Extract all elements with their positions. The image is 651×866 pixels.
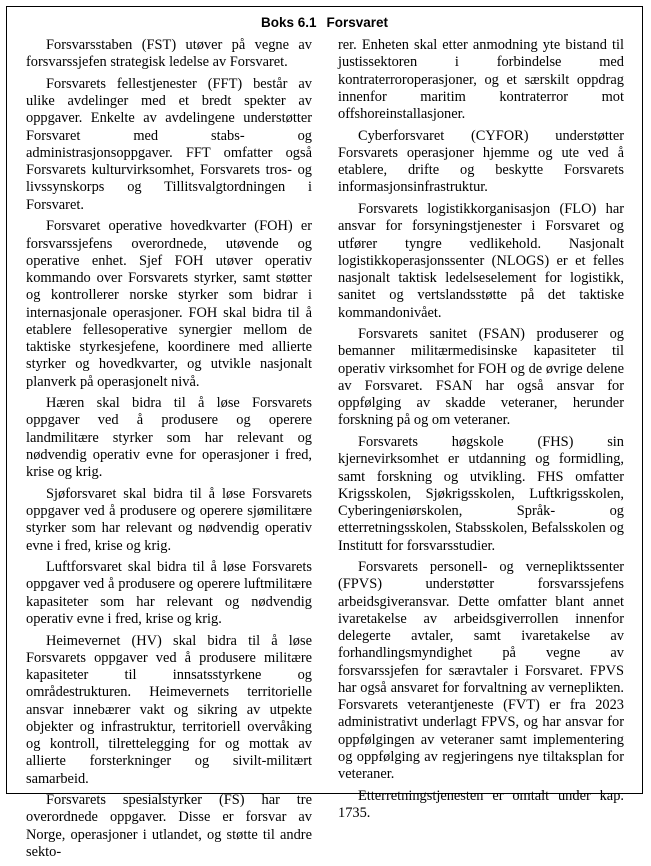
- paragraph-etterretning: Etterretningstjenesten er omtalt under kap. 1735.: [338, 787, 624, 822]
- info-box: [6, 6, 643, 860]
- right-column: [338, 37, 624, 827]
- paragraph-fsan: Forsvarets sanitet (FSAN) produserer og bemanner militærmedisinske kapasiteter til operativ virksomhet for FOH og de øvrige delene av Forsvaret. FSAN har også ansvar for oppfølging av skadde veteraner, herunder forskning på og om veteraner.: [338, 326, 624, 429]
- paragraph-fhs: Forsvarets høgskole (FHS) sin kjernevirksomhet er utdanning og formidling, samt forskning og utvikling. FHS omfatter Krigsskolen, Sjøkrigsskolen, Luftkrigsskolen, Cyberingeniørskolen, Språk- og etterretningsskolen, Stabsskolen, Befalsskolen og Institutt for forsvarsstudier.: [338, 434, 624, 554]
- paragraph-haeren: Hæren skal bidra til å løse Forsvarets oppgaver ved å produsere og operere landmilitære styrker som har relevant og nødvendig operativ evne for operasjoner i fred, krise og krig.: [26, 395, 312, 481]
- paragraph-flo: Forsvarets logistikkorganisasjon (FLO) har ansvar for forsyningstjenester i Forsvaret og utfører tyngre vedlikehold. Nasjonalt logistikkoperasjonssenter (NLOGS) er et felles nasjonalt taktisk ledelseselement for logistikk, sanitet og vertslandsstøtte på det taktiske kommandonivået.: [338, 201, 624, 321]
- paragraph-fft: Forsvarets fellestjenester (FFT) består av ulike avdelinger med et bredt spekter av oppgaver. Enkelte av avdelingene understøtter Forsvaret med stabs- og administrasjonsoppgaver. FFT omfatter også Forsvarets kulturvirksomhet, Forsvarets tros- og livssynskorps og Tillitsvalgtordningen i Forsvaret.: [26, 75, 312, 213]
- paragraph-heimevernet: Heimevernet (HV) skal bidra til å løse Forsvarets oppgaver ved å produsere militære kapasiteter til innsatsstyrkene og områdestrukturen. Heimevernets territorielle ansvar innebærer vakt og sikring av utpekte objekter og infrastruktur, territoriell overvåking og kontroll, tilrettelegging for og mottak av allierte forsterkninger og sivilt-militært samarbeid.: [26, 632, 312, 787]
- left-column: [26, 37, 312, 866]
- paragraph-cyfor: Cyberforsvaret (CYFOR) understøtter Forsvarets operasjoner hjemme og ute ved å etablere, drifte og beskytte Forsvarets informasjonsinfrastruktur.: [338, 127, 624, 196]
- box-label: Boks 6.1: [260, 15, 317, 30]
- paragraph-foh: Forsvaret operative hovedkvarter (FOH) er forsvarssjefens overordnede, utøvende og operative enhet. Sjef FOH utøver operativ kommando over Forsvarets styrker, samt støtter og kontrollerer norske styrker som bidrar i internasjonale operasjoner. FOH skal bidra til å etablere fellesoperative synergier mellom de taktiske styrkesjefene, koordinere med allierte styrker og hovedkvarter, og utvikle nasjonalt planverk på operasjonelt nivå.: [26, 218, 312, 390]
- box-heading: [7, 15, 642, 31]
- paragraph-fst: Forsvarsstaben (FST) utøver på vegne av forsvarssjefen strategisk ledelse av Forsvaret.: [26, 37, 312, 71]
- paragraph-fs-continued: rer. Enheten skal etter anmodning yte bistand til justissektoren i forbindelse med kontraterroroperasjoner, og et særskilt oppdrag innenfor maritim kontraterror mot offshoreinstallasjoner.: [338, 37, 624, 122]
- paragraph-fs: Forsvarets spesialstyrker (FS) har tre overordnede oppgaver. Disse er forsvar av Norge, operasjoner i utlandet, og støtte til andre sekto-: [26, 792, 312, 860]
- paragraph-fpvs: Forsvarets personell- og vernepliktssenter (FPVS) understøtter forsvarssjefens arbeidsgiveransvar. Dette omfatter blant annet ivaretakelse av arbeidsgiverrollen innenfor delegerte avtaler, samt ivaretakelse av forhandlingsmyndighet på vegne av forsvarssjefen for særavtaler i Forsvaret. FPVS har også ansvaret for forvaltning av verneplikten. Forsvarets veterantjeneste (FVT) er fra 2023 administrativt underlagt FPVS, og har ansvar for oppfølgingen av veteraner samt implementering og oppfølging av regjeringens nye tiltaksplan for veteraner.: [338, 559, 624, 783]
- paragraph-sjoforsvaret: Sjøforsvaret skal bidra til å løse Forsvarets oppgaver ved å produsere og operere sjømilitære styrker som har relevant og nødvendig operativ evne i fred, krise og krig.: [26, 485, 312, 554]
- paragraph-luftforsvaret: Luftforsvaret skal bidra til å løse Forsvarets oppgaver ved å produsere og operere luftmilitære kapasiteter som har relevant og nødvendig operativ evne i fred, krise og krig.: [26, 559, 312, 627]
- box-title: Forsvaret: [326, 15, 389, 30]
